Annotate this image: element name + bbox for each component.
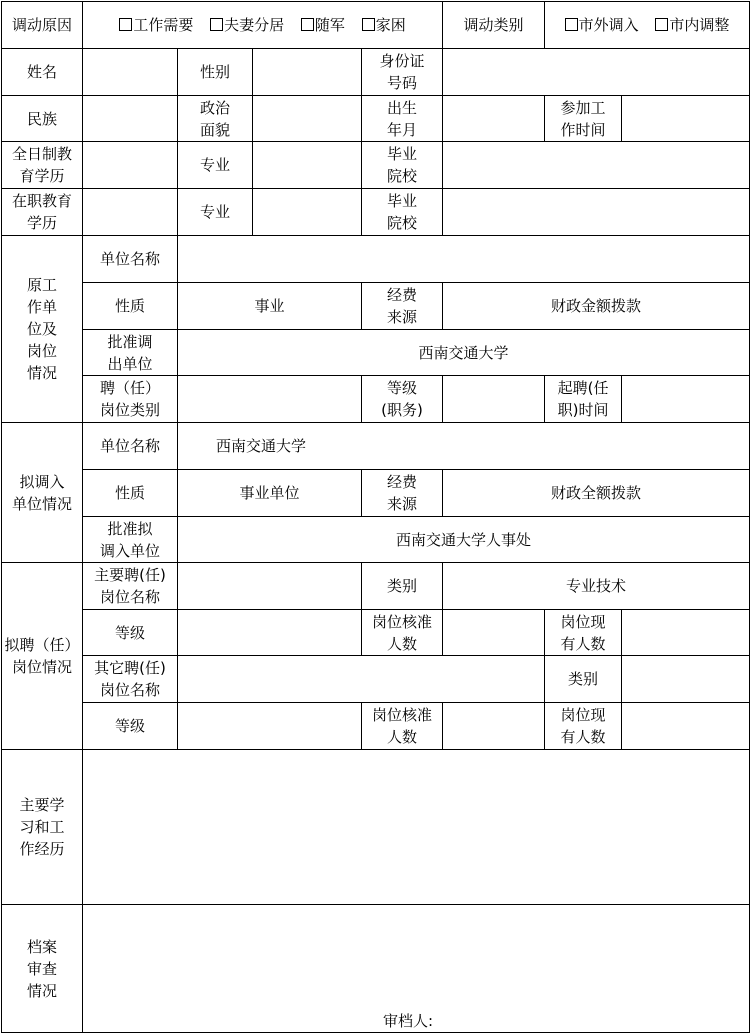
checkbox-icon[interactable] [301, 18, 314, 31]
fulltime-education-label: 全日制教 育学历 [2, 142, 83, 189]
checkbox-icon[interactable] [210, 18, 223, 31]
name-field[interactable] [83, 49, 178, 96]
transfer-category-options [545, 2, 750, 49]
other-post-quota-label: 岗位核准 人数 [362, 703, 443, 750]
checkbox-icon[interactable] [362, 18, 375, 31]
name-label: 姓名 [2, 49, 83, 96]
archive-review-label: 档案 审查 情况 [2, 905, 83, 1033]
birth-date-label: 出生 年月 [362, 96, 443, 142]
original-unit-name-field[interactable] [178, 236, 750, 283]
proposed-unit-name-value[interactable]: 西南交通大学 [178, 423, 750, 470]
original-start-time-field[interactable] [622, 376, 750, 423]
proposed-approve-unit-value[interactable]: 西南交通大学人事处 [178, 517, 750, 563]
main-post-category-value[interactable]: 专业技术 [443, 563, 750, 610]
main-post-grade-field[interactable] [178, 610, 362, 656]
original-unit-name-label: 单位名称 [83, 236, 178, 283]
other-post-current-field[interactable] [622, 703, 750, 750]
birth-date-field[interactable] [443, 96, 545, 142]
proposed-approve-unit-label: 批准拟 调入单位 [83, 517, 178, 563]
transfer-reason-label: 调动原因 [2, 2, 83, 49]
original-unit-section-label: 原工 作单 位及 岗位 情况 [2, 236, 83, 423]
inservice-major-field[interactable] [253, 189, 362, 236]
ethnicity-label: 民族 [2, 96, 83, 142]
major-field[interactable] [253, 142, 362, 189]
graduate-school-field[interactable] [443, 142, 750, 189]
proposed-unit-name-label: 单位名称 [83, 423, 178, 470]
work-history-label: 主要学 习和工 作经历 [2, 750, 83, 905]
original-funding-label: 经费 来源 [362, 283, 443, 330]
main-post-quota-field[interactable] [443, 610, 545, 656]
main-post-current-field[interactable] [622, 610, 750, 656]
work-history-field[interactable] [83, 750, 750, 905]
main-post-name-label: 主要聘(任) 岗位名称 [83, 563, 178, 610]
category-option-outside-city[interactable]: 市外调入 [565, 14, 639, 36]
work-start-label: 参加工 作时间 [545, 96, 622, 142]
major-label: 专业 [178, 142, 253, 189]
main-post-name-field[interactable] [178, 563, 362, 610]
proposed-funding-label: 经费 来源 [362, 470, 443, 517]
category-option-inside-city[interactable]: 市内调整 [655, 14, 729, 36]
reason-option-work[interactable]: 工作需要 [119, 14, 193, 36]
reason-option-hardship[interactable]: 家困 [362, 14, 406, 36]
proposed-nature-label: 性质 [83, 470, 178, 517]
main-post-quota-label: 岗位核准 人数 [362, 610, 443, 656]
other-post-current-label: 岗位现 有人数 [545, 703, 622, 750]
original-grade-field[interactable] [443, 376, 545, 423]
original-nature-value[interactable]: 事业 [178, 283, 362, 330]
inservice-school-field[interactable] [443, 189, 750, 236]
original-approve-unit-label: 批准调 出单位 [83, 330, 178, 376]
original-grade-label: 等级 (职务) [362, 376, 443, 423]
archive-review-field[interactable] [83, 905, 750, 1033]
original-approve-unit-value[interactable]: 西南交通大学 [178, 330, 750, 376]
main-post-current-label: 岗位现 有人数 [545, 610, 622, 656]
other-post-category-label: 类别 [545, 656, 622, 703]
id-number-label: 身份证 号码 [362, 49, 443, 96]
proposed-nature-value[interactable]: 事业单位 [178, 470, 362, 517]
original-start-time-label: 起聘(任 职)时间 [545, 376, 622, 423]
other-post-name-field[interactable] [178, 656, 545, 703]
main-post-category-label: 类别 [362, 563, 443, 610]
checkbox-icon[interactable] [655, 18, 668, 31]
gender-field[interactable] [253, 49, 362, 96]
original-post-type-label: 聘（任） 岗位类别 [83, 376, 178, 423]
transfer-reason-options [83, 2, 443, 49]
ethnicity-field[interactable] [83, 96, 178, 142]
other-post-grade-field[interactable] [178, 703, 362, 750]
transfer-application-form [1, 1, 750, 1033]
other-post-quota-field[interactable] [443, 703, 545, 750]
other-post-category-field[interactable] [622, 656, 750, 703]
main-post-grade-label: 等级 [83, 610, 178, 656]
proposed-funding-value[interactable]: 财政全额拨款 [443, 470, 750, 517]
fulltime-education-field[interactable] [83, 142, 178, 189]
major-label: 专业 [178, 189, 253, 236]
gender-label: 性别 [178, 49, 253, 96]
graduate-school-label: 毕业 院校 [362, 189, 443, 236]
checkbox-icon[interactable] [119, 18, 132, 31]
transfer-category-label: 调动类别 [443, 2, 545, 49]
archive-reviewer-label: 审档人: [383, 1012, 434, 1030]
proposed-unit-section-label: 拟调入 单位情况 [2, 423, 83, 563]
other-post-grade-label: 等级 [83, 703, 178, 750]
proposed-post-section-label: 拟聘（任） 岗位情况 [2, 563, 83, 750]
inservice-education-field[interactable] [83, 189, 178, 236]
original-nature-label: 性质 [83, 283, 178, 330]
reason-option-military[interactable]: 随军 [301, 14, 345, 36]
other-post-name-label: 其它聘(任) 岗位名称 [83, 656, 178, 703]
checkbox-icon[interactable] [565, 18, 578, 31]
graduate-school-label: 毕业 院校 [362, 142, 443, 189]
original-funding-value[interactable]: 财政金额拨款 [443, 283, 750, 330]
reason-option-spouse[interactable]: 夫妻分居 [210, 14, 284, 36]
political-status-label: 政治 面貌 [178, 96, 253, 142]
work-start-field[interactable] [622, 96, 750, 142]
original-post-type-field[interactable] [178, 376, 362, 423]
inservice-education-label: 在职教育 学历 [2, 189, 83, 236]
political-status-field[interactable] [253, 96, 362, 142]
id-number-field[interactable] [443, 49, 750, 96]
